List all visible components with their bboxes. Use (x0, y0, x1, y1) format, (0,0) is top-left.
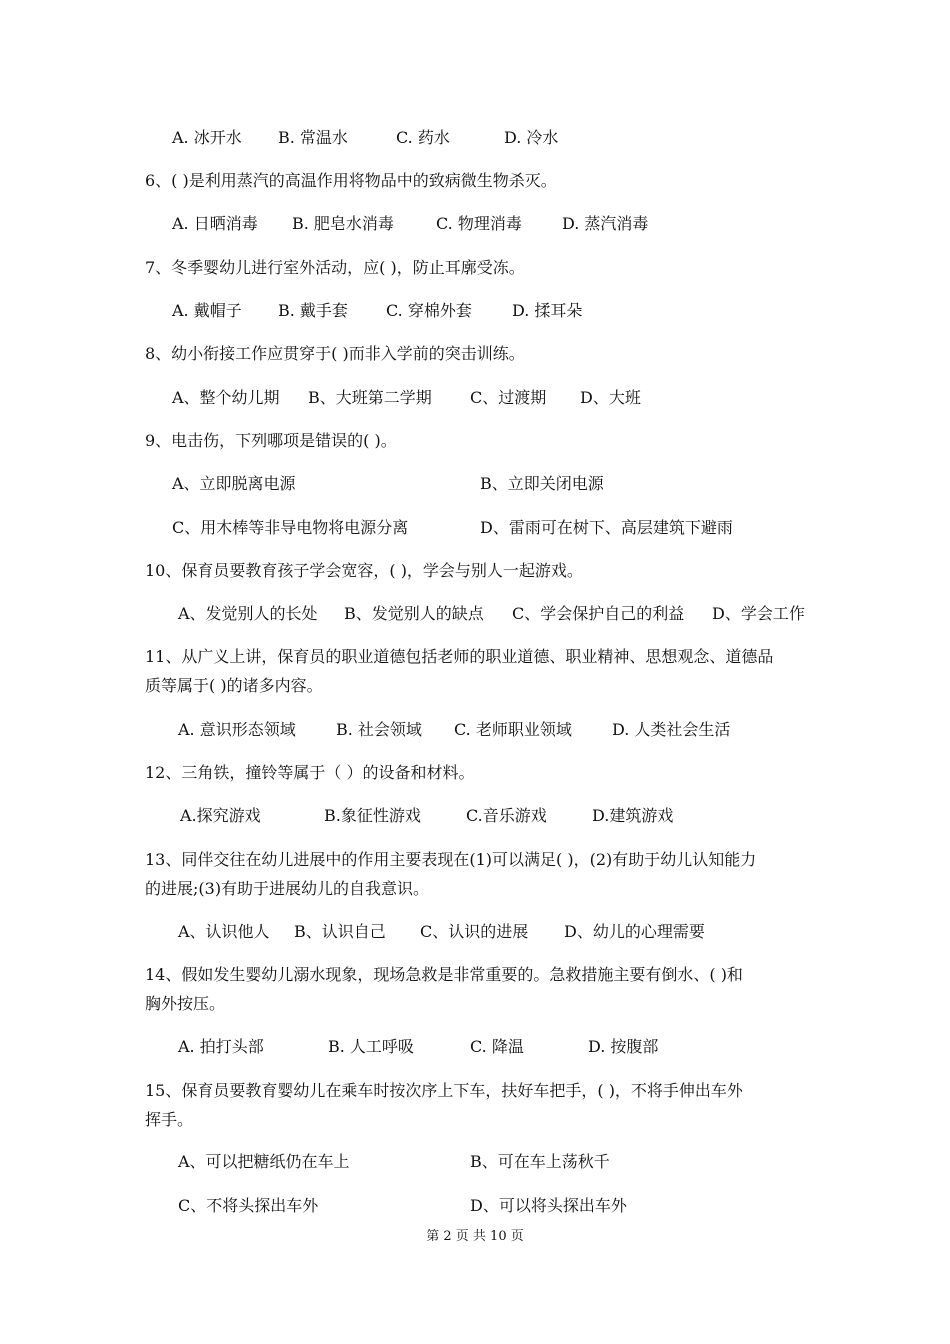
q13-option-b: B、认识自己 (294, 922, 386, 941)
q6-option-d: D. 蒸汽消毒 (562, 214, 649, 233)
q5-option-a: A. 冰开水 (172, 128, 242, 147)
q11-stem-line2: 质等属于( )的诸多内容。 (145, 676, 323, 695)
q15-option-a: A、可以把糖纸仍在车上 (178, 1152, 350, 1171)
q7-option-c: C. 穿棉外套 (386, 301, 472, 320)
q6-option-c: C. 物理消毒 (436, 214, 522, 233)
q7-option-b: B. 戴手套 (278, 301, 348, 320)
q13-stem-line1: 13、同伴交往在幼儿进展中的作用主要表现在(1)可以满足( )，(2)有助于幼儿认知能力 (145, 850, 757, 869)
q7-stem: 7、冬季婴幼儿进行室外活动，应( )，防止耳廓受冻。 (145, 258, 525, 277)
q8-option-b: B、大班第二学期 (308, 388, 432, 407)
q5-option-b: B. 常温水 (278, 128, 348, 147)
q10-option-a: A、发觉别人的长处 (178, 604, 318, 623)
q15-stem-line2: 挥手。 (145, 1110, 194, 1129)
q12-option-b: B.象征性游戏 (324, 806, 421, 825)
q11-stem-line1: 11、从广义上讲，保育员的职业道德包括老师的职业道德、职业精神、思想观念、道德品 (145, 647, 774, 666)
q5-option-c: C. 药水 (396, 128, 450, 147)
q14-option-b: B. 人工呼吸 (328, 1037, 414, 1056)
q8-stem: 8、幼小衔接工作应贯穿于( )而非入学前的突击训练。 (145, 344, 525, 363)
page-number-footer: 第 2 页 共 10 页 (426, 1229, 524, 1244)
q13-option-a: A、认识他人 (178, 922, 270, 941)
q8-option-c: C、过渡期 (470, 388, 547, 407)
q9-option-c: C、用木棒等非导电物将电源分离 (172, 518, 409, 537)
q12-option-d: D.建筑游戏 (592, 806, 674, 825)
q13-option-d: D、幼儿的心理需要 (564, 922, 705, 941)
q6-stem: 6、( )是利用蒸汽的高温作用将物品中的致病微生物杀灭。 (145, 171, 557, 190)
q7-option-d: D. 揉耳朵 (512, 301, 583, 320)
q5-option-d: D. 冷水 (504, 128, 559, 147)
q8-option-d: D、大班 (580, 388, 641, 407)
q14-stem-line2: 胸外按压。 (145, 994, 226, 1013)
q6-option-a: A. 日晒消毒 (172, 214, 258, 233)
q9-option-b: B、立即关闭电源 (480, 474, 604, 493)
q14-stem-line1: 14、假如发生婴幼儿溺水现象，现场急救是非常重要的。急救措施主要有倒水、( )和 (145, 965, 743, 984)
q11-option-c: C. 老师职业领域 (454, 720, 572, 739)
q14-option-a: A. 拍打头部 (178, 1037, 264, 1056)
q15-option-c: C、不将头探出车外 (178, 1196, 319, 1215)
q13-stem-line2: 的进展;(3)有助于进展幼儿的自我意识。 (145, 879, 430, 898)
q10-stem: 10、保育员要教育孩子学会宽容，( )，学会与别人一起游戏。 (145, 561, 583, 580)
q9-option-a: A、立即脱离电源 (172, 474, 296, 493)
q15-stem-line1: 15、保育员要教育婴幼儿在乘车时按次序上下车，扶好车把手，( )，不将手伸出车外 (145, 1081, 743, 1100)
q14-option-d: D. 按腹部 (588, 1037, 659, 1056)
q15-option-b: B、可在车上荡秋千 (470, 1152, 610, 1171)
q9-stem: 9、电击伤，下列哪项是错误的( )。 (145, 431, 397, 450)
q11-option-b: B. 社会领域 (336, 720, 422, 739)
q11-option-d: D. 人类社会生活 (612, 720, 731, 739)
q15-option-d: D、可以将头探出车外 (470, 1196, 627, 1215)
q14-option-c: C. 降温 (470, 1037, 524, 1056)
q11-option-a: A. 意识形态领域 (178, 720, 296, 739)
q9-option-d: D、雷雨可在树下、高层建筑下避雨 (480, 518, 733, 537)
q12-option-a: A.探究游戏 (180, 806, 261, 825)
q12-stem: 12、三角铁，撞铃等属于（ ）的设备和材料。 (145, 763, 475, 782)
q7-option-a: A. 戴帽子 (172, 301, 242, 320)
q10-option-d: D、学会工作 (712, 604, 805, 623)
q6-option-b: B. 肥皂水消毒 (292, 214, 394, 233)
q10-option-c: C、学会保护自己的利益 (512, 604, 685, 623)
q13-option-c: C、认识的进展 (420, 922, 529, 941)
q10-option-b: B、发觉别人的缺点 (344, 604, 484, 623)
q12-option-c: C.音乐游戏 (466, 806, 547, 825)
q8-option-a: A、整个幼儿期 (172, 388, 280, 407)
